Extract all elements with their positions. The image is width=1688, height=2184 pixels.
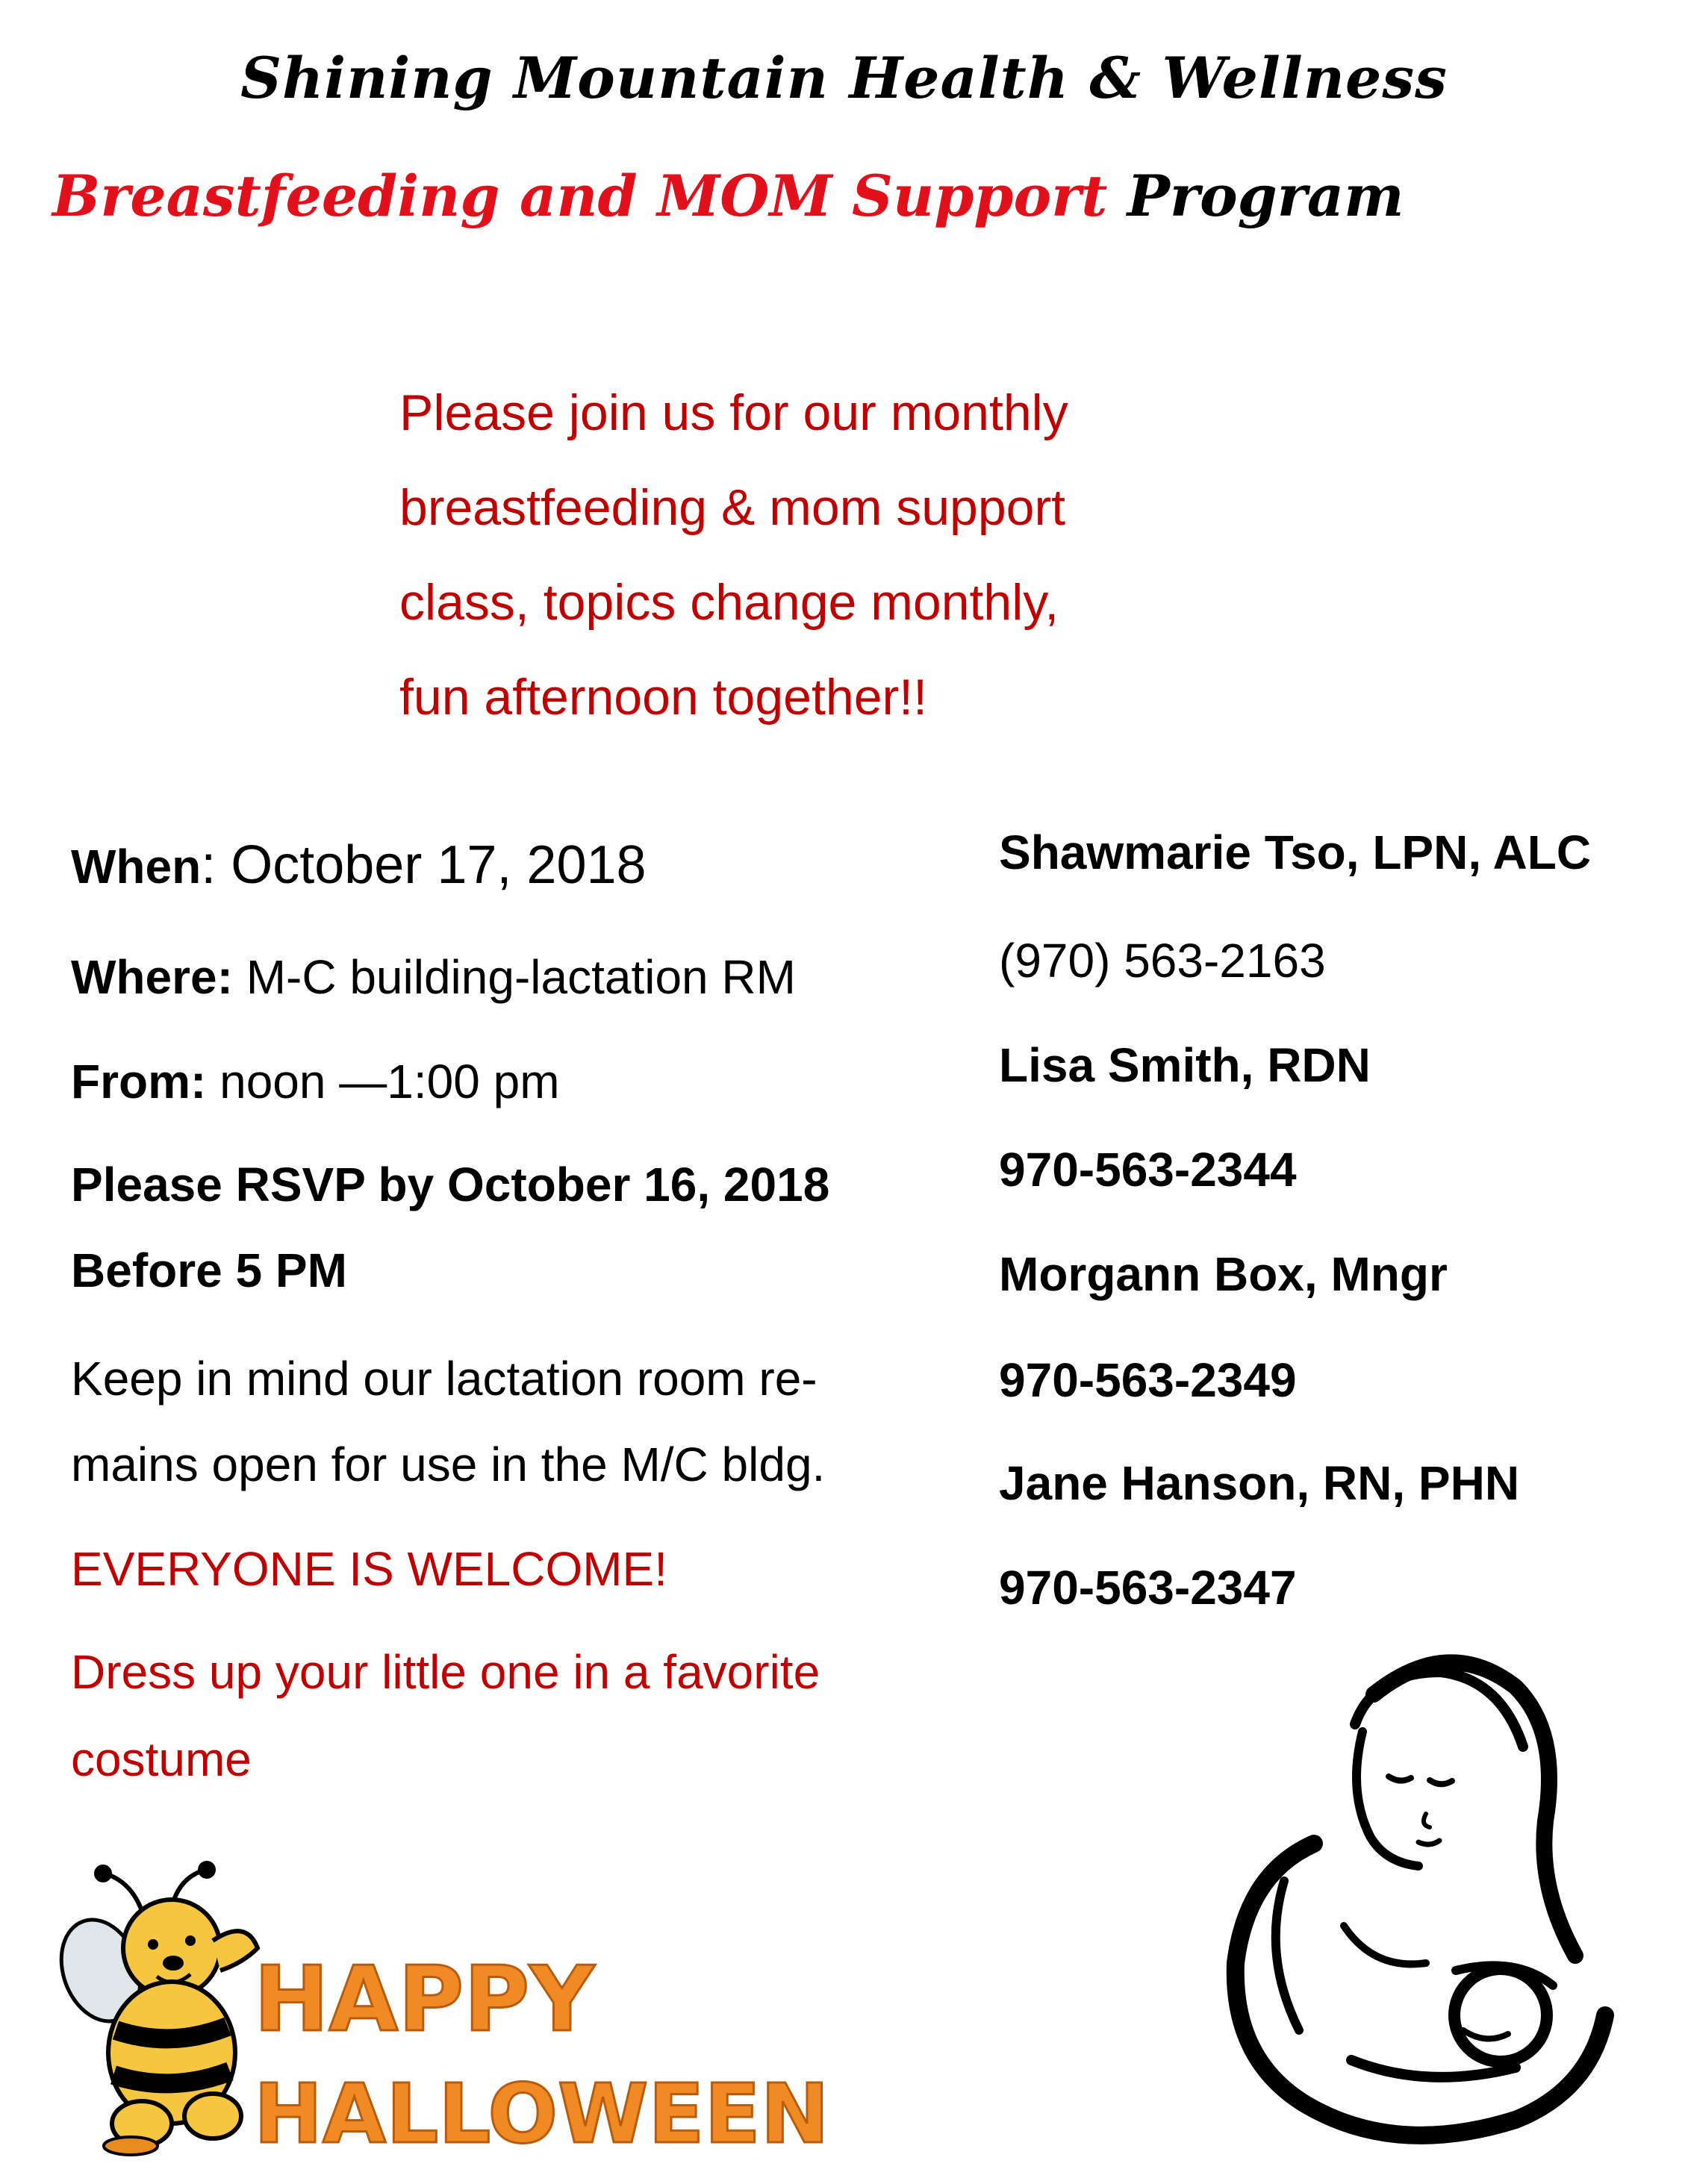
costume-line-1: Dress up your little one in a favorite <box>71 1645 820 1699</box>
program-title <box>52 163 1404 229</box>
contact-name: Shawmarie Tso, LPN, ALC <box>999 826 1592 879</box>
program-title-red: Breastfeeding and MOM Support <box>52 163 1108 229</box>
program-title-black: Program <box>1127 163 1404 229</box>
where-line <box>71 949 796 1005</box>
mother-baby-silhouette-icon <box>1202 1642 1635 2165</box>
welcome-text: EVERYONE IS WELCOME! <box>71 1542 667 1596</box>
intro-line: fun afternoon together!! <box>399 669 927 726</box>
when-label: When <box>71 840 202 893</box>
where-label: Where: <box>71 950 233 1004</box>
when-line <box>71 834 647 896</box>
intro-paragraph <box>399 366 1068 745</box>
note-line-1: Keep in mind our lactation room re- <box>71 1352 817 1405</box>
halloween-line-1: HAPPY <box>254 1948 595 2052</box>
contact-phone: 970-563-2347 <box>999 1561 1297 1614</box>
happy-halloween-art <box>246 1941 829 2165</box>
contact-name: Morgann Box, Mngr <box>999 1247 1448 1301</box>
org-title: Shining Mountain Health & Wellness <box>240 45 1448 111</box>
contact-phone: 970-563-2349 <box>999 1353 1297 1407</box>
contact-phone: 970-563-2344 <box>999 1143 1297 1196</box>
note-line-2: mains open for use in the M/C bldg. <box>71 1438 826 1491</box>
intro-line: class, topics change monthly, <box>399 574 1059 631</box>
intro-line: breastfeeding & mom support <box>399 479 1066 536</box>
halloween-line-2: HALLOWEEN <box>254 2066 829 2162</box>
where-value: M-C building-lactation RM <box>232 950 796 1004</box>
from-line <box>71 1054 560 1109</box>
when-value: : October 17, 2018 <box>201 835 647 895</box>
bee-bear-clipart-icon <box>60 1859 276 2157</box>
contact-name: Lisa Smith, RDN <box>999 1038 1371 1092</box>
from-value: noon —1:00 pm <box>206 1055 560 1108</box>
rsvp-line-1: Please RSVP by October 16, 2018 <box>71 1158 830 1211</box>
contact-phone: (970) 563-2163 <box>999 934 1326 988</box>
rsvp-line-2: Before 5 PM <box>71 1244 347 1297</box>
costume-line-2: costume <box>71 1732 252 1786</box>
from-label: From: <box>71 1055 207 1108</box>
intro-line: Please join us for our monthly <box>399 384 1068 441</box>
contact-name: Jane Hanson, RN, PHN <box>999 1456 1520 1510</box>
